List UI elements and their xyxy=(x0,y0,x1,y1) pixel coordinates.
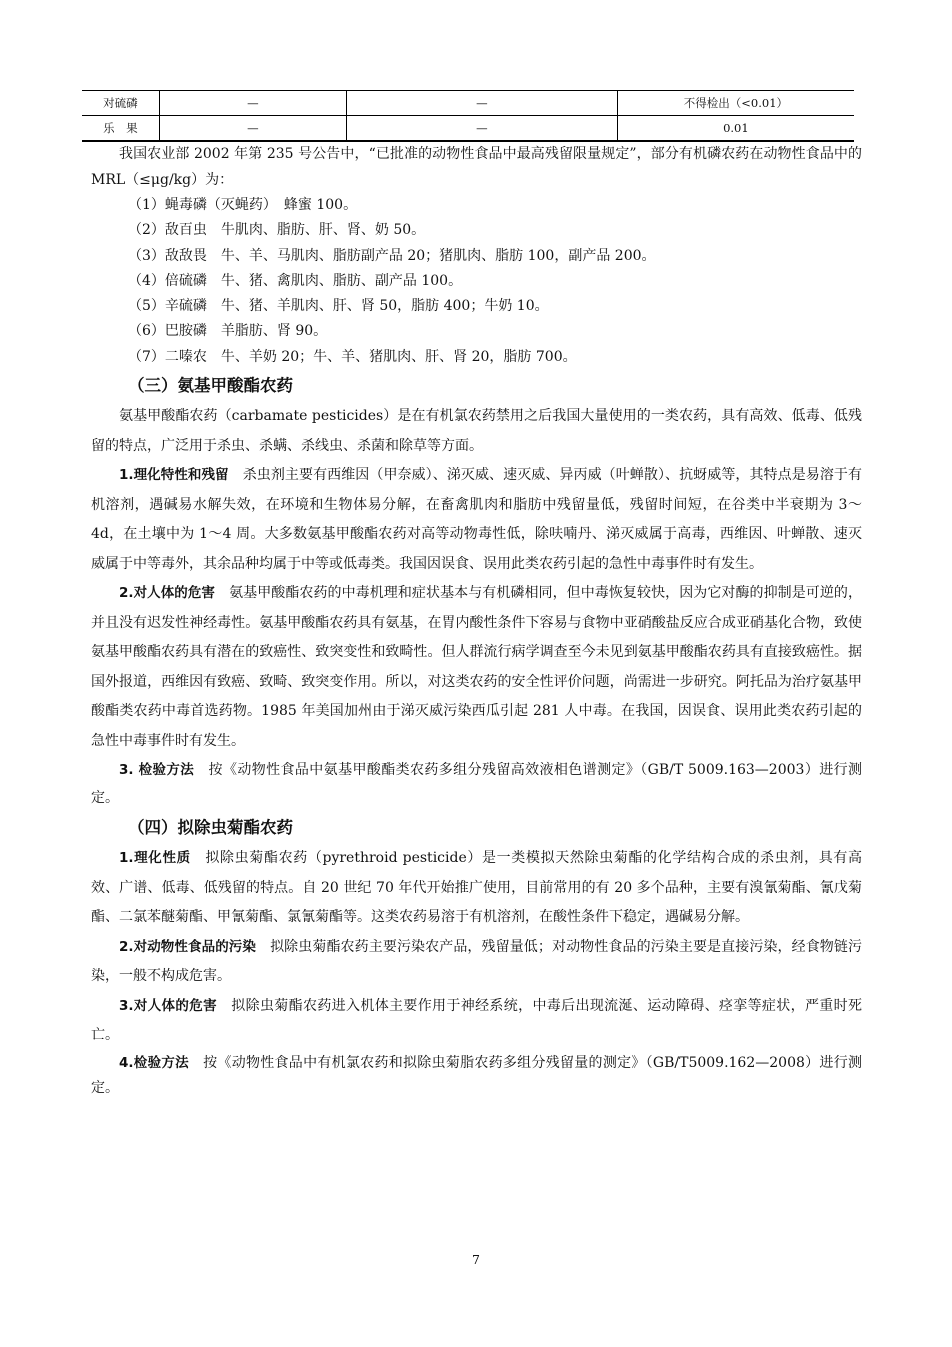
table-cell: — xyxy=(346,116,617,142)
section-heading: （三）氨基甲酸酯农药 xyxy=(128,376,293,396)
paragraph-text: 拟除虫菊酯农药主要污染农产品，残留量低；对动物性食品的污染主要是直接污染，经食物链污染，一般不构成危害。 xyxy=(91,938,862,985)
paragraph xyxy=(91,992,862,1051)
paragraph xyxy=(91,933,862,992)
page-number: 7 xyxy=(472,1252,480,1267)
paragraph-lead: 4.检验方法 xyxy=(119,1054,189,1071)
body-text xyxy=(91,142,862,1101)
table-cell: — xyxy=(159,116,346,142)
paragraph: 氨基甲酸酯农药（carbamate pesticides）是在有机氯农药禁用之后我国大量使用的一类农药，具有高效、低毒、低残留的特点，广泛用于杀虫、杀螨、杀线虫、杀菌和除草等方面。 xyxy=(91,408,862,454)
paragraph xyxy=(91,844,862,933)
table-cell: 不得检出（<0.01） xyxy=(617,91,854,116)
paragraph-lead: 2.对动物性食品的污染 xyxy=(119,938,256,955)
paragraph-text: 拟除虫菊酯农药（pyrethroid pesticide）是一类模拟天然除虫菊酯的化学结构合成的杀虫剂，具有高效、广谱、低毒、低残留的特点。自 20 世纪 70 年代开始推广使用，目前常用的有 20 多个品种，主要有溴氰菊酯、氰戊菊酯、二氯苯醚菊酯、甲氰菊酯、氯氰菊酯等。这类农药易溶于有机溶剂，在酸性条件下稳定，遇碱易分解。 xyxy=(91,850,862,926)
paragraph-lead: 3.对人体的危害 xyxy=(119,997,217,1014)
table-cell: 乐 果 xyxy=(82,116,159,142)
paragraph-text: 杀虫剂主要有西维因（甲奈威）、涕灭威、速灭威、异丙威（叶蝉散）、抗蚜威等，其特点是易溶于有机溶剂，遇碱易水解失效，在环境和生物体易分解，在畜禽肌肉和脂肪中残留量低，残留时间短，在谷类中半衰期为 3～4d，在土壤中为 1～4 周。大多数氨基甲酸酯农药对高等动物毒性低，除呋喃丹、涕灭威属于高毒，西维因、叶蝉散、速灭威属于中等毒外，其余品种均属于中等或低毒类。我国因误食、误用此类农药引起的急性中毒事件时有发生。 xyxy=(91,467,862,572)
table-cell: 0.01 xyxy=(617,116,854,142)
table-cell: — xyxy=(346,91,617,116)
section-heading: （四）拟除虫菊酯农药 xyxy=(128,818,293,838)
table-cell: 对硫磷 xyxy=(82,91,159,116)
paragraph-lead: 1.理化性质 xyxy=(119,850,191,867)
paragraph xyxy=(91,461,862,579)
table-cell: — xyxy=(159,91,346,116)
paragraph xyxy=(91,579,862,756)
table-row xyxy=(82,116,854,142)
paragraph xyxy=(91,1051,862,1101)
paragraph-text: 氨基甲酸酯农药的中毒机理和症状基本与有机磷相同，但中毒恢复较快，因为它对酶的抑制是可逆的，并且没有迟发性神经毒性。氨基甲酸酯农药具有氨基，在胃内酸性条件下容易与食物中亚硝酸盐反应合成亚硝基化合物，致使氨基甲酸酯农药具有潜在的致癌性、致突变性和致畸性。但人群流行病学调查至今未见到氨基甲酸酯农药具有直接致癌性。据国外报道，西维因有致癌、致畸、致突变作用。所以，对这类农药的安全性评价问题，尚需进一步研究。阿托品为治疗氨基甲酸酯类农药中毒首选药物。1985 年美国加州由于涕灭威污染西瓜引起 281 人中毒。在我国，因误食、误用此类农药引起的急性中毒事件时有发生。 xyxy=(91,585,862,749)
paragraph-text: 拟除虫菊酯农药进入机体主要作用于神经系统，中毒后出现流涎、运动障碍、痉挛等症状，严重时死亡。 xyxy=(91,997,862,1044)
list-item: （4）倍硫磷 牛、猪、禽肌肉、脂肪、副产品 100。 xyxy=(128,272,463,289)
paragraph-lead: 3. 检验方法 xyxy=(119,762,195,779)
table-row xyxy=(82,91,854,116)
list-item: （2）敌百虫 牛肌肉、脂肪、肝、肾、奶 50。 xyxy=(128,222,426,239)
intro-paragraph: 我国农业部 2002 年第 235 号公告中，“已批准的动物性食品中最高残留限量规定”，部分有机磷农药在动物性食品中的 MRL（≤μg/kg）为： xyxy=(91,146,862,188)
list-item: （1）蝇毒磷（灭蝇药） 蜂蜜 100。 xyxy=(128,197,358,213)
paragraph-text: 按《动物性食品中氨基甲酸酯类农药多组分残留高效液相色谱测定》（GB/T 5009.163—2003）进行测定。 xyxy=(91,762,862,807)
list-item: （5）辛硫磷 牛、猪、羊肌肉、肝、肾 50，脂肪 400；牛奶 10。 xyxy=(128,298,549,315)
paragraph-text: 按《动物性食品中有机氯农药和拟除虫菊脂农药多组分残留量的测定》（GB/T5009.162—2008）进行测定。 xyxy=(91,1054,862,1096)
paragraph xyxy=(91,756,862,812)
mrl-table-fragment xyxy=(82,90,854,142)
list-item: （6）巴胺磷 羊脂肪、肾 90。 xyxy=(128,323,328,340)
paragraph-lead: 1.理化特性和残留 xyxy=(119,467,229,484)
list-item: （7）二嗪农 牛、羊奶 20；牛、羊、猪肌肉、肝、肾 20，脂肪 700。 xyxy=(128,348,577,365)
list-item: （3）敌敌畏 牛、羊、马肌肉、脂肪副产品 20；猪肌肉、脂肪 100，副产品 200。 xyxy=(128,247,656,264)
paragraph-lead: 2.对人体的危害 xyxy=(119,585,215,602)
